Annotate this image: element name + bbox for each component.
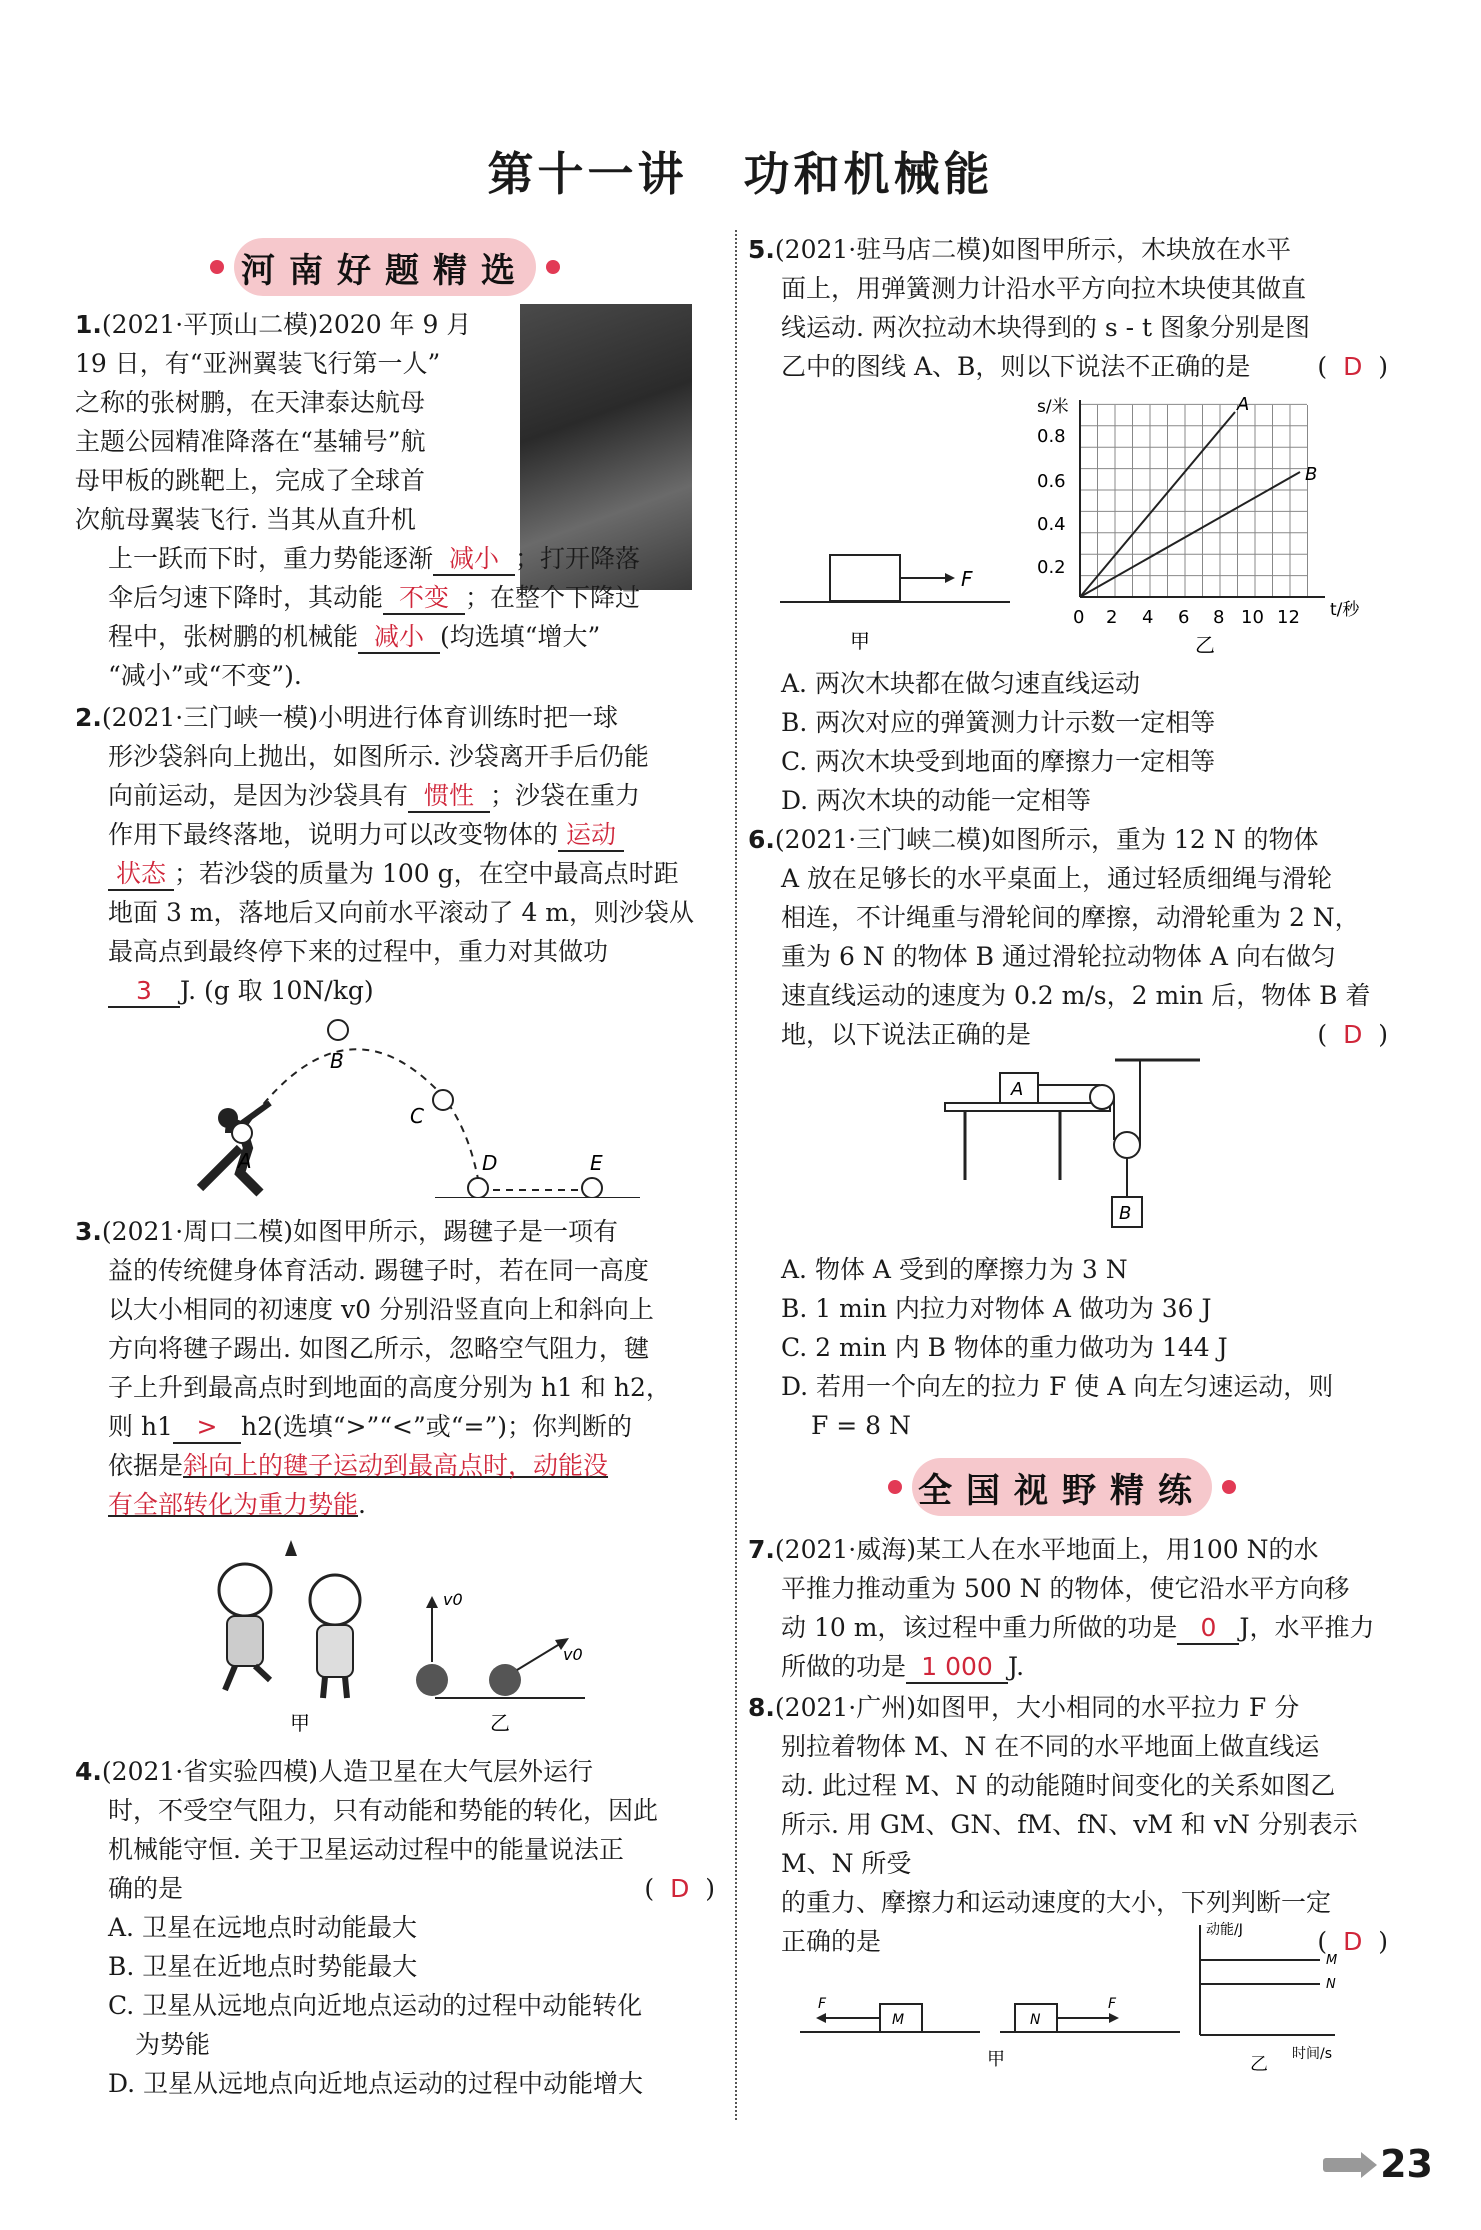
q8-figure (790, 1920, 1370, 2080)
shuttlecock-ball-2 (489, 1664, 521, 1696)
q1-line: 之称的张树鹏，在天津泰达航母 (75, 388, 426, 417)
q8-line: 的重力、摩擦力和运动速度的大小，下列判断一定 (781, 1888, 1332, 1917)
q7-line: J，水平推力 (1239, 1613, 1375, 1642)
x-tick: 4 (1142, 607, 1154, 628)
q8-line: (2021·广州)如图甲，大小相同的水平拉力 F 分 (774, 1693, 1300, 1722)
x-tick: 6 (1178, 607, 1190, 628)
thrower-leg (200, 1148, 240, 1188)
trajectory (240, 1049, 480, 1190)
q6-line: 地，以下说法正确的是 (781, 1020, 1032, 1049)
label-A: A (238, 1149, 252, 1173)
column-divider (735, 230, 737, 2120)
answer-blank: 斜向上的毽子运动到最高点时，动能没 (183, 1451, 609, 1480)
q6-options (781, 1250, 1391, 1445)
child2-body (317, 1625, 353, 1677)
sandbag-E (582, 1178, 602, 1198)
child2-head (310, 1575, 360, 1625)
answer-blank: 状态 (108, 859, 174, 891)
q3-line: 则 h1 (108, 1412, 173, 1441)
answer-bracket: ( D ) (1317, 1020, 1388, 1049)
arrowhead-icon (426, 1596, 438, 1608)
x-tick: 10 (1241, 607, 1264, 628)
answer-blank: 不变 (383, 583, 465, 615)
answer-blank: 有全部转化为重力势能 (108, 1490, 359, 1519)
x-axis-label: t/秒 (1330, 600, 1360, 620)
banner-dot-icon (1222, 1480, 1236, 1494)
label-yi: 乙 (490, 1711, 510, 1735)
q5-figure (775, 390, 1395, 660)
option: A. 卫星在远地点时动能最大 (108, 1913, 417, 1942)
q6-line: 重为 6 N 的物体 B 通过滑轮拉动物体 A 向右做匀 (781, 942, 1336, 971)
section-banner-national (912, 1458, 1212, 1516)
q2-line: ；若沙袋的质量为 100 g，在空中最高点时距 (174, 859, 679, 888)
q1-line: 程中，张树鹏的机械能 (108, 622, 359, 651)
question-2 (75, 698, 715, 1010)
banner-dot-icon (888, 1480, 902, 1494)
q1-line: 伞后匀速下降时，其动能 (108, 583, 384, 612)
q7-line: 平推力推动重为 500 N 的物体，使它沿水平方向移 (781, 1574, 1350, 1603)
q1-line: 2020 年 9 月 (317, 310, 472, 339)
label-line-A: A (1237, 394, 1250, 415)
sandbag-D (468, 1178, 488, 1198)
question-1-cont (108, 539, 708, 695)
label-jia: 甲 (850, 629, 870, 653)
q7-line: (2021·威海)某工人在水平地面上，用100 N的水 (774, 1535, 1319, 1564)
lecture-topic: 功和机械能 (743, 147, 994, 201)
q4-line: 机械能守恒. 关于卫星运动过程中的能量说法正 (108, 1835, 624, 1864)
q1-line: ；在整个下降过 (465, 583, 641, 612)
option: 为势能 (135, 2030, 211, 2059)
sandbag-A (232, 1123, 252, 1143)
line-A (1080, 412, 1235, 597)
answer-blank: 0 (1177, 1613, 1239, 1645)
q3-line: 方向将毽子踢出. 如图乙所示，忽略空气阻力，毽 (108, 1334, 649, 1363)
option: A. 两次木块都在做匀速直线运动 (781, 669, 1140, 698)
label-jia: 甲 (290, 1711, 310, 1735)
q1-line: “减小”或“不变”). (108, 661, 302, 690)
label-line-M: M (1326, 1953, 1338, 1968)
banner-dot-icon (546, 260, 560, 274)
question-number: 5. (748, 235, 775, 264)
label-line-N: N (1326, 1977, 1336, 1992)
option: D. 若用一个向左的拉力 F 使 A 向左匀速运动，则 (781, 1372, 1334, 1401)
q4-line: (2021·省实验四模)人造卫星在大气层外运行 (101, 1757, 593, 1786)
answer-bracket: ( D ) (1317, 352, 1388, 381)
y-tick: 0.6 (1037, 471, 1066, 492)
option: C. 两次木块受到地面的摩擦力一定相等 (781, 747, 1216, 776)
banner-label: 河南好题精选 (241, 250, 529, 291)
page-number: 23 (1380, 2142, 1433, 2186)
label-B: B (330, 1049, 344, 1073)
question-number: 8. (748, 1693, 775, 1722)
question-5 (748, 230, 1388, 386)
q5-line: 面上，用弹簧测力计沿水平方向拉木块使其做直 (781, 274, 1307, 303)
answer-blank: 1 000 (906, 1652, 1008, 1684)
q1-line: ；打开降落 (515, 544, 641, 573)
movable-pulley (1114, 1132, 1140, 1158)
q2-line: 形沙袋斜向上抛出，如图所示. 沙袋离开手后仍能 (108, 742, 649, 771)
question-1 (75, 305, 515, 539)
q6-line: 相连，不计绳重与滑轮间的摩擦，动滑轮重为 2 N， (781, 903, 1360, 932)
q5-line: 乙中的图线 A、B，则以下说法不正确的是 (781, 352, 1251, 381)
child1-legs (225, 1666, 270, 1690)
q8-line: 正确的是 (781, 1927, 882, 1956)
question-number: 3. (75, 1217, 102, 1246)
chart-grid (1080, 404, 1308, 597)
label-D: D (482, 1151, 498, 1175)
label-yi: 乙 (1195, 633, 1215, 657)
q2-line: 地面 3 m，落地后又向前水平滚动了 4 m，则沙袋从 (108, 898, 695, 927)
label-F: F (961, 567, 973, 591)
q5-line: (2021·驻马店二模)如图甲所示，木块放在水平 (774, 235, 1291, 264)
question-number: 4. (75, 1757, 102, 1786)
q2-figure (120, 1008, 660, 1198)
x-tick: 8 (1213, 607, 1225, 628)
question-number: 1. (75, 310, 102, 339)
q7-line: 动 10 m，该过程中重力所做的功是 (781, 1613, 1178, 1642)
option: D. 卫星从远地点向近地点运动的过程中动能增大 (108, 2069, 644, 2098)
y-tick: 0.8 (1037, 426, 1066, 447)
label-M: M (892, 2012, 905, 2028)
question-6 (748, 820, 1388, 1054)
q1-line: 主题公园精准降落在“基辅号”航 (75, 427, 426, 456)
sandbag-B (328, 1020, 348, 1040)
label-yi: 乙 (1250, 2054, 1268, 2075)
y-axis-label: s/米 (1037, 397, 1069, 417)
answer-blank: 3 (108, 976, 180, 1008)
y-tick: 0.2 (1037, 557, 1066, 578)
x-axis-label: 时间/s (1292, 2046, 1333, 2062)
option: B. 两次对应的弹簧测力计示数一定相等 (781, 708, 1216, 737)
y-tick: 0.4 (1037, 514, 1066, 535)
shuttlecock-ball-1 (416, 1664, 448, 1696)
line-B (1080, 472, 1300, 597)
option: C. 2 min 内 B 物体的重力做功为 144 J (781, 1333, 1228, 1362)
wood-block (830, 555, 900, 601)
q3-line: (2021·周口二模)如图甲所示，踢毽子是一项有 (101, 1217, 618, 1246)
q2-line: 最高点到最终停下来的过程中，重力对其做功 (108, 937, 609, 966)
q2-line: (2021·三门峡一模)小明进行体育训练时把一球 (101, 703, 618, 732)
label-C: C (410, 1104, 424, 1128)
question-3 (75, 1212, 715, 1524)
q2-line: J. (g 取 10N/kg) (180, 976, 374, 1005)
q1-line: 19 日，有“亚洲翼装飞行第一人” (75, 349, 441, 378)
label-line-B: B (1305, 464, 1318, 485)
q6-line: 速直线运动的速度为 0.2 m/s，2 min 后，物体 B 着 (781, 981, 1371, 1010)
fixed-pulley (1090, 1085, 1114, 1109)
section-banner-henan (234, 238, 536, 296)
question-4 (75, 1752, 715, 2103)
choice-answer: D (1343, 1927, 1363, 1956)
q6-line: (2021·三门峡二模)如图所示，重为 12 N 的物体 (774, 825, 1319, 854)
option: C. 卫星从远地点向近地点运动的过程中动能转化 (108, 1991, 643, 2020)
option: B. 1 min 内拉力对物体 A 做功为 36 J (781, 1294, 1212, 1323)
arrowhead-icon (816, 2013, 826, 2023)
label-v0: v0 (443, 1590, 463, 1609)
page-title (0, 138, 1481, 204)
q3-line: 益的传统健身体育活动. 踢毽子时，若在同一高度 (108, 1256, 649, 1285)
q5-options (781, 664, 1381, 820)
q1-line: 母甲板的跳靶上，完成了全球首 (75, 466, 426, 495)
label-B: B (1119, 1203, 1132, 1224)
q3-line: . (358, 1490, 366, 1519)
q8-line: 动. 此过程 M、N 的动能随时间变化的关系如图乙 (781, 1771, 1336, 1800)
q2-line: ；沙袋在重力 (490, 781, 641, 810)
label-F: F (818, 1996, 827, 2012)
answer-bracket: ( D ) (1317, 1927, 1388, 1956)
question-7 (748, 1530, 1388, 1686)
child1-head (219, 1564, 271, 1616)
lecture-number: 第十一讲 (487, 147, 688, 201)
q1-line: 上一跃而下时，重力势能逐渐 (108, 544, 434, 573)
q4-line: 确的是 (108, 1874, 184, 1903)
label-jia: 甲 (987, 2049, 1005, 2070)
q6-figure (940, 1055, 1210, 1235)
shuttlecock-icon (285, 1540, 297, 1556)
sandbag-C (433, 1090, 453, 1110)
answer-bracket: ( D ) (644, 1874, 715, 1903)
answer-blank: 减小 (358, 622, 440, 654)
banner-label: 全国视野精练 (918, 1470, 1206, 1511)
q1-line: (均选填“增大” (440, 622, 601, 651)
x-tick: 0 (1073, 607, 1085, 628)
arrowhead-icon (945, 573, 955, 583)
q3-line: h2(选填“>”“<”或“=”)；你判断的 (240, 1412, 633, 1441)
q2-line: 作用下最终落地，说明力可以改变物体的 (108, 820, 559, 849)
q3-line: 子上升到最高点时到地面的高度分别为 h1 和 h2， (108, 1373, 671, 1402)
label-F: F (1108, 1996, 1117, 2012)
choice-answer: D (670, 1874, 690, 1903)
option: D. 两次木块的动能一定相等 (781, 786, 1092, 815)
q2-line: 向前运动，是因为沙袋具有 (108, 781, 409, 810)
q6-line: A 放在足够长的水平桌面上，通过轻质细绳与滑轮 (781, 864, 1333, 893)
q4-line: 时，不受空气阻力，只有动能和势能的转化，因此 (108, 1796, 659, 1825)
page-arrow-icon (1323, 2158, 1363, 2172)
velocity-arrow-slant (517, 1642, 563, 1670)
q3-line: 以大小相同的初速度 v0 分别沿竖直向上和斜向上 (108, 1295, 654, 1324)
q7-line: J. (1008, 1652, 1025, 1681)
banner-dot-icon (210, 260, 224, 274)
table-top (945, 1103, 1110, 1111)
q3-line: 依据是 (108, 1451, 184, 1480)
q1-line: 次航母翼装飞行. 当其从直升机 (75, 505, 416, 534)
x-tick: 12 (1277, 607, 1300, 628)
option: F = 8 N (811, 1411, 911, 1440)
choice-answer: D (1343, 352, 1363, 381)
answer-blank: > (173, 1412, 241, 1444)
q8-line: 别拉着物体 M、N 在不同的水平地面上做直线运 (781, 1732, 1320, 1761)
question-number: 2. (75, 703, 102, 732)
option: A. 物体 A 受到的摩擦力为 3 N (781, 1255, 1128, 1284)
q8-line: 所示. 用 GM、GN、fM、fN、vM 和 vN 分别表示 M、N 所受 (781, 1810, 1358, 1878)
label-v0: v0 (563, 1645, 583, 1664)
option: B. 卫星在近地点时势能最大 (108, 1952, 418, 1981)
q7-line: 所做的功是 (781, 1652, 907, 1681)
x-tick: 2 (1106, 607, 1118, 628)
child2-legs (323, 1677, 347, 1698)
label-A: A (1011, 1079, 1024, 1100)
question-number: 6. (748, 825, 775, 854)
q5-line: 线运动. 两次拉动木块得到的 s - t 图象分别是图 (781, 313, 1311, 342)
label-N: N (1030, 2012, 1041, 2028)
choice-answer: D (1343, 1020, 1363, 1049)
st-chart (1037, 394, 1360, 657)
q3-figure (185, 1530, 605, 1740)
answer-blank: 惯性 (408, 781, 490, 813)
question-source: (2021·平顶山二模) (101, 310, 318, 339)
child1-body (227, 1616, 263, 1666)
answer-blank: 减小 (433, 544, 515, 576)
y-axis-label: 动能/J (1206, 1922, 1243, 1938)
answer-blank: 运动 (558, 820, 624, 852)
arrowhead-icon (1109, 2013, 1119, 2023)
question-number: 7. (748, 1535, 775, 1564)
label-E: E (590, 1151, 603, 1175)
